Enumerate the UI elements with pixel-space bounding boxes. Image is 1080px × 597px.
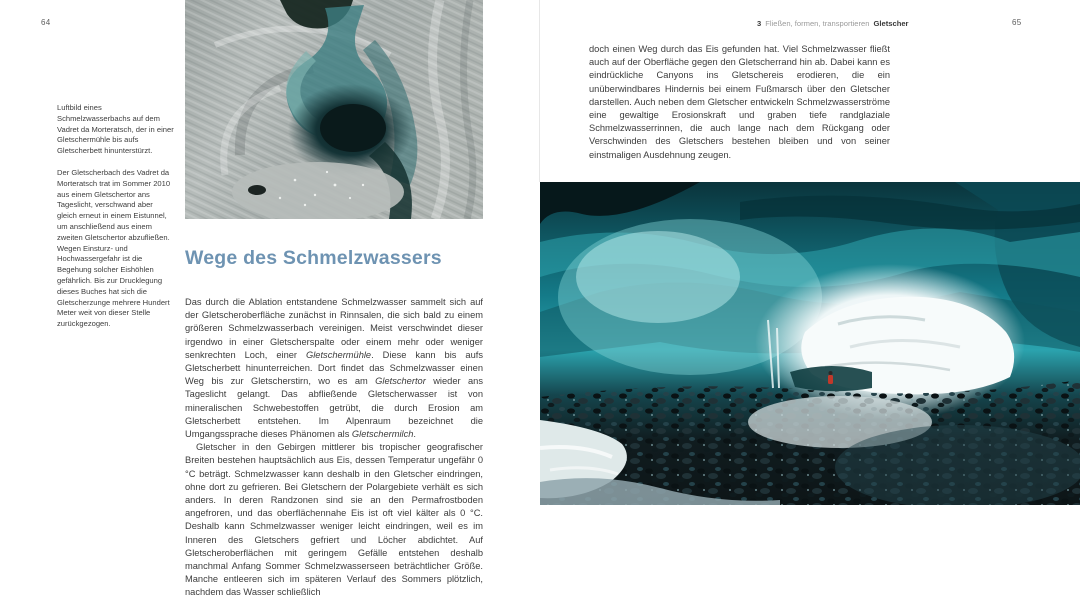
ice-cave-illustration	[540, 182, 1080, 505]
page-number-left: 64	[41, 18, 51, 27]
page-spine-divider	[539, 0, 540, 182]
body-text-right	[589, 43, 890, 162]
body-paragraph	[185, 296, 483, 441]
body-span: . Diese kann bis aufs Gletscherbett hinunterreichen. Dort findet das Schmelzwasser einen Weg bis zur Gletscherstirn, wo es am	[185, 349, 483, 387]
italic-term: Gletschertor	[375, 376, 426, 387]
aerial-moulin-illustration	[185, 0, 483, 219]
aerial-moulin-photo	[185, 0, 483, 219]
page-number-right: 65	[1012, 18, 1022, 27]
body-span: wieder ans Tageslicht gelangt. Das abfließende Gletscherwasser ist von mineralischen Schwebestoffen getrübt, die durch Erosion am Gletscherbett entstehen. Im Alpenraum bezeichnet die Umgangssprache dieses Phänomen als	[185, 376, 483, 440]
body-paragraph: doch einen Weg durch das Eis gefunden hat. Viel Schmelzwasser fließt auch auf der Oberfläche gegen den Gletscherrand hin ab. Dabei kann es eindrückliche Canyons ins Gletschereis erodieren, die ein unüberwindbares Hindernis bei einem Fußmarsch über den Gletscher darstellen. Auch neben dem Gletscher entwickeln Schmelzwasserströme eine gewaltige Erosionskraft und graben tiefe randglaziale Schmelzwasserrinnen, die auch lange nach dem Rückgang oder Verschwinden des Gletschers bestehen bleiben und von seiner einstmaligen Ausdehnung zeugen.	[589, 44, 890, 160]
ice-cave-photo	[540, 182, 1080, 505]
running-header	[757, 19, 909, 28]
caption-paragraph: Der Gletscherbach des Vadret da Morteratsch trat im Sommer 2010 aus einem Gletschertor ans Tageslicht, verschwand aber gleich erneut in einem Eistunnel, um anschließend aus einem zweiten Gletschertor abzufließen. Wegen Einsturz- und Hochwassergefahr ist die Begehung solcher Eishöhlen gefährlich. Bis zur Drucklegung dieses Buches hat sich die Gletscherzunge mehrere Hundert Meter weit von dieser Stelle zurückgezogen.	[57, 167, 171, 329]
section-heading: Wege des Schmelzwassers	[185, 247, 442, 269]
photo-caption	[57, 103, 174, 341]
body-span: Das durch die Ablation entstandene Schmelzwasser sammelt sich auf der Gletscheroberfläche zunächst in Rinnsalen, die sich bald zu einem größeren Schmelzwasserbach vereinigen. Meist verschwindet dieser irgendwo in einer Gletscherspalte oder einem mehr oder weniger senkrechten Loch, einer	[185, 297, 483, 360]
italic-term: Gletschermilch	[351, 429, 414, 440]
body-text-left	[185, 296, 483, 597]
book-title: Gletscher	[873, 19, 909, 28]
chapter-title: Fließen, formen, transportieren	[765, 19, 870, 28]
body-span: .	[413, 429, 416, 440]
chapter-number: 3	[757, 19, 762, 28]
person-in-red	[828, 371, 833, 384]
italic-term: Gletschermühle	[306, 349, 372, 360]
caption-paragraph: Luftbild eines Schmelzwasserbachs auf dem Vadret da Morteratsch, der in einer Gletschermühle bis aufs Gletscherbett hinunterstürzt.	[57, 103, 174, 156]
body-paragraph: Gletscher in den Gebirgen mittlerer bis tropischer geografischer Breiten bestehen hauptsächlich aus Eis, dessen Temperatur ungefähr 0 °C beträgt. Schmelzwasser kann deshalb in den Gletscher eindringen, ohne dort zu gefrieren. Bei Gletschern der Polargebiete verhält es sich anders. In deren Randzonen sind sie an den Permafrostboden angefroren, und das oberflächennahe Eis ist oft viel kälter als 0 °C. Deshalb kann Schmelzwasser weniger leicht eindringen, weil es im Inneren des Gletschers gefriert und Löcher abdichtet. Auf Gletscheroberflächen mit geringem Gefälle entstehen deshalb manchmal Anfang Sommer Schmelzwasserseen beträchtlicher Größe. Manche entleeren sich im späteren Verlauf des Sommers plötzlich, nachdem das Wasser schließlich	[185, 442, 483, 597]
